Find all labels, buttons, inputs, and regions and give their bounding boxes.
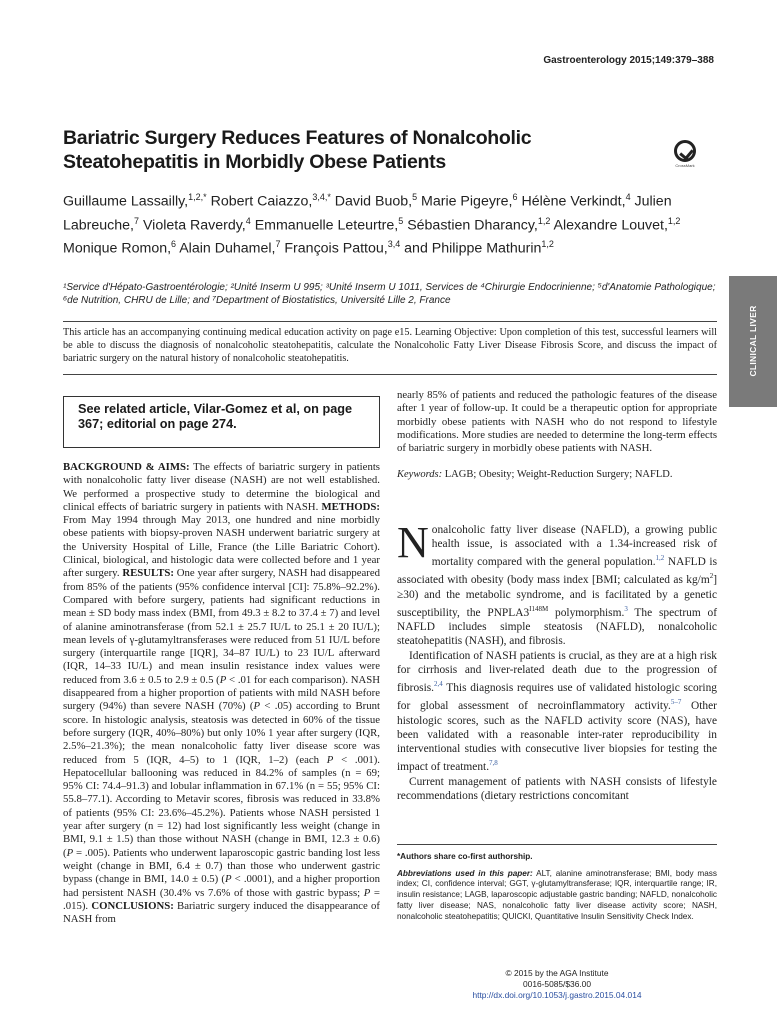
- related-article-box[interactable]: [63, 396, 380, 448]
- keywords-list: LAGB; Obesity; Weight-Reduction Surgery; NAFLD.: [444, 469, 673, 481]
- crossmark-icon[interactable]: [672, 140, 698, 168]
- footnote-divider: [397, 844, 717, 845]
- introduction: [397, 518, 718, 803]
- intro-paragraph-1: [397, 518, 718, 649]
- section-tab-label: CLINICAL LIVER: [748, 305, 758, 377]
- footnotes: [397, 852, 717, 922]
- article-title: Bariatric Surgery Reduces Features of Nonalcoholic Steatohepatitis in Morbidly Obese Patients: [63, 127, 532, 173]
- divider: [63, 321, 717, 322]
- section-tab: [729, 276, 777, 407]
- issn-price: 0016-5085/$36.00: [523, 979, 591, 989]
- abstract-right-column: [397, 389, 717, 482]
- co-first-note: *Authors share co-first authorship.: [397, 852, 533, 861]
- author-list: Guillaume Lassailly,$^{1,2,*}$ Robert Caiazzo,$^{3,4,*}$ David Buob,$^5$ Marie Pigeyre,$^6$ Hélène Verkindt,$^4$ Julien Labreuche,$^7$ Violeta Raverdy,$^4$ Emmanuelle Leteurtre,$^5$ Sébastien Dharancy,$^{1,2}$ Alexandre Louvet,$^{1,2}$ Monique Romon,$^6$ Alain Duhamel,$^7$ François Pattou,$^{3,4}$ and Philippe Mathurin$^{1,2}$: [63, 192, 681, 258]
- keywords-label: Keywords:: [397, 469, 443, 481]
- intro-paragraph-1-text: onalcoholic fatty liver disease (NAFLD), a growing public health issue, is associated with a 1.34-increased risk of mortality compared with the general population.$^{1,2}$ NAFLD is associated with obesity (body mass index [BMI; calculated as $kg/m^2] \ge 30$) and the metabolic syndrome, and is facilitated by a genetic susceptibility, the $PNPLA3^{I148M}$ polymorphism.$^3$ The spectrum of NAFLD includes simple steatosis (NAFLD), nonalcoholic steatohepatitis (NASH), and fibrosis.: [397, 524, 718, 648]
- drop-cap: N: [397, 518, 429, 567]
- intro-paragraph-2: Identification of NASH patients is crucial, as they are at a high risk for cirrhosis and liver-related death due to the progression of fibrosis.$^{2,4}$ This diagnosis requires use of validated histologic scoring for global assessment of necroinflammatory activity.$^{5-7}$ Other histologic scores, such as the NAFLD activity score (NAS), have been validated with a reasonable inter-rater reproducibility in interventional studies with consecutive liver biopsies for testing the impact of treatment.$^{7,8}$: [397, 649, 717, 774]
- copyright-block: [397, 968, 717, 1001]
- intro-paragraph-3: Current management of patients with NASH consists of lifestyle recommendations (dietary restrictions concomitant: [397, 775, 717, 802]
- keywords: [397, 468, 717, 481]
- copyright-line: © 2015 by the AGA Institute: [505, 968, 609, 978]
- abstract-conclusion-continued: nearly 85% of patients and reduced the pathologic features of the disease after 1 year of follow-up. It could be a therapeutic option for appropriate morbidly obese patients with NASH who do not respond to lifestyle modifications. More studies are needed to determine the long-term effects of bariatric surgery in morbidly obese patients with NASH.: [397, 389, 717, 455]
- cme-note: This article has an accompanying continuing medical education activity on page e15. Learning Objective: Upon completion of this test, successful learners will be able to discuss the diagnosis of nonalcoholic steatohepatitis, calculate the Nonalcoholic Fatty Liver Disease Fibrosis Score, and discuss the impact of bariatric surgery on the natural history of nonalcoholic steatohepatitis.: [63, 327, 717, 364]
- abbreviations-note: Abbreviations used in this paper: ALT, alanine aminotransferase; BMI, body mass index; CI, confidence interval; GGT, γ-glutamyltransferase; IQR, interquartile range; IR, insulin resistance; LAGB, laparoscopic adjustable gastric banding; NAFLD, nonalcoholic fatty liver disease; NAS, nonalcoholic fatty liver disease activity score; NASH, nonalcoholic steatohepatitis; QUICKI, Quantitative Insulin Sensitivity Check Index.: [397, 868, 717, 921]
- crossmark-label: CrossMark: [675, 163, 695, 168]
- divider: [63, 374, 717, 375]
- journal-reference: Gastroenterology 2015;149:379–388: [543, 55, 714, 66]
- doi-link[interactable]: http://dx.doi.org/10.1053/j.gastro.2015.04.014: [472, 990, 642, 1000]
- abstract-left-column: BACKGROUND & AIMS: The effects of bariatric surgery in patients with nonalcoholic fatty liver disease (NASH) are not well established. We performed a prospective study to determine the biological and clinical effects of bariatric surgery in patients with NASH. METHODS: From May 1994 through May 2013, one hundred and nine morbidly obese patients with biopsy-proven NASH underwent bariatric surgery at the University Hospital of Lille, France (the Lille Bariatric Cohort). Clinical, biological, and histologic data were collected before and 1 year after surgery. RESULTS: One year after surgery, NASH had disappeared from 85% of the patients (95% confidence interval [CI]: 75.8%–92.2%). Compared with before surgery, patients had significant reductions in mean ± SD body mass index (BMI, from 49.3 ± 8.2 to 37.4 ± 7) and level of alanine aminotransferase (from 52.1 ± 25.7 IU/L to 25.1 ± 20 IU/L); mean levels of γ-glutamyltransferases were reduced from 51 IU/L before surgery (interquartile range [IQR], 34–87 IU/L) to 23 IU/L afterward (IQR, 14–33 IU/L) and mean insulin resistance index values were reduced from 3.6 ± 0.5 to 2.9 ± 0.5 (P < .01 for each comparison). NASH disappeared from a higher proportion of patients with mild NASH before surgery (94%) than severe NASH (70%) (P < .05) according to Brunt score. In histologic analysis, steatosis was detected in 60% of the tissue before surgery (IQR, 40%–80%) but only 10% 1 year after surgery (IQR, 2.5%–21.3%); the mean nonalcoholic fatty liver disease score was reduced from 5 (IQR, 4–5) to 1 (IQR, 1–2) (each P < .001). Hepatocellular ballooning was reduced in 84.2% of samples (n = 69; 95% CI: 74.4–91.3) and lobular inflammation in 67.1% (n = 55; 95% CI: 55.8–77.1). According to Metavir scores, fibrosis was reduced in 33.8% of patients (95% CI: 23.6%–45.2%). Patients whose NASH persisted 1 year after surgery (n = 12) had lost significantly less weight (change in BMI, 9.1 ± 1.5) than those without NASH (change in BMI, 12.3 ± 0.6) (P = .005). Patients who underwent laparoscopic gastric banding lost less weight (change in BMI, 6.4 ± 0.7) than those who underwent gastric bypass (change in BMI, 14.0 ± 0.5) (P < .0001), and a higher proportion had persistent NASH (30.4% vs 7.6% of those with gastric bypass; P = .015). CONCLUSIONS: Bariatric surgery induced the disappearance of NASH from: [63, 461, 381, 926]
- related-article-text: See related article, Vilar-Gomez et al, on page 367; editorial on page 274.: [78, 402, 353, 431]
- affiliations: ¹Service d'Hépato-Gastroentérologie; ²Unité Inserm U 995; ³Unité Inserm U 1011, Services de ⁴Chirurgie Endocrinienne; ⁵d'Anatomie Pathologique; ⁶de Nutrition, CHRU de Lille; and ⁷Department of Biostatistics, Université Lille 2, France: [63, 282, 716, 306]
